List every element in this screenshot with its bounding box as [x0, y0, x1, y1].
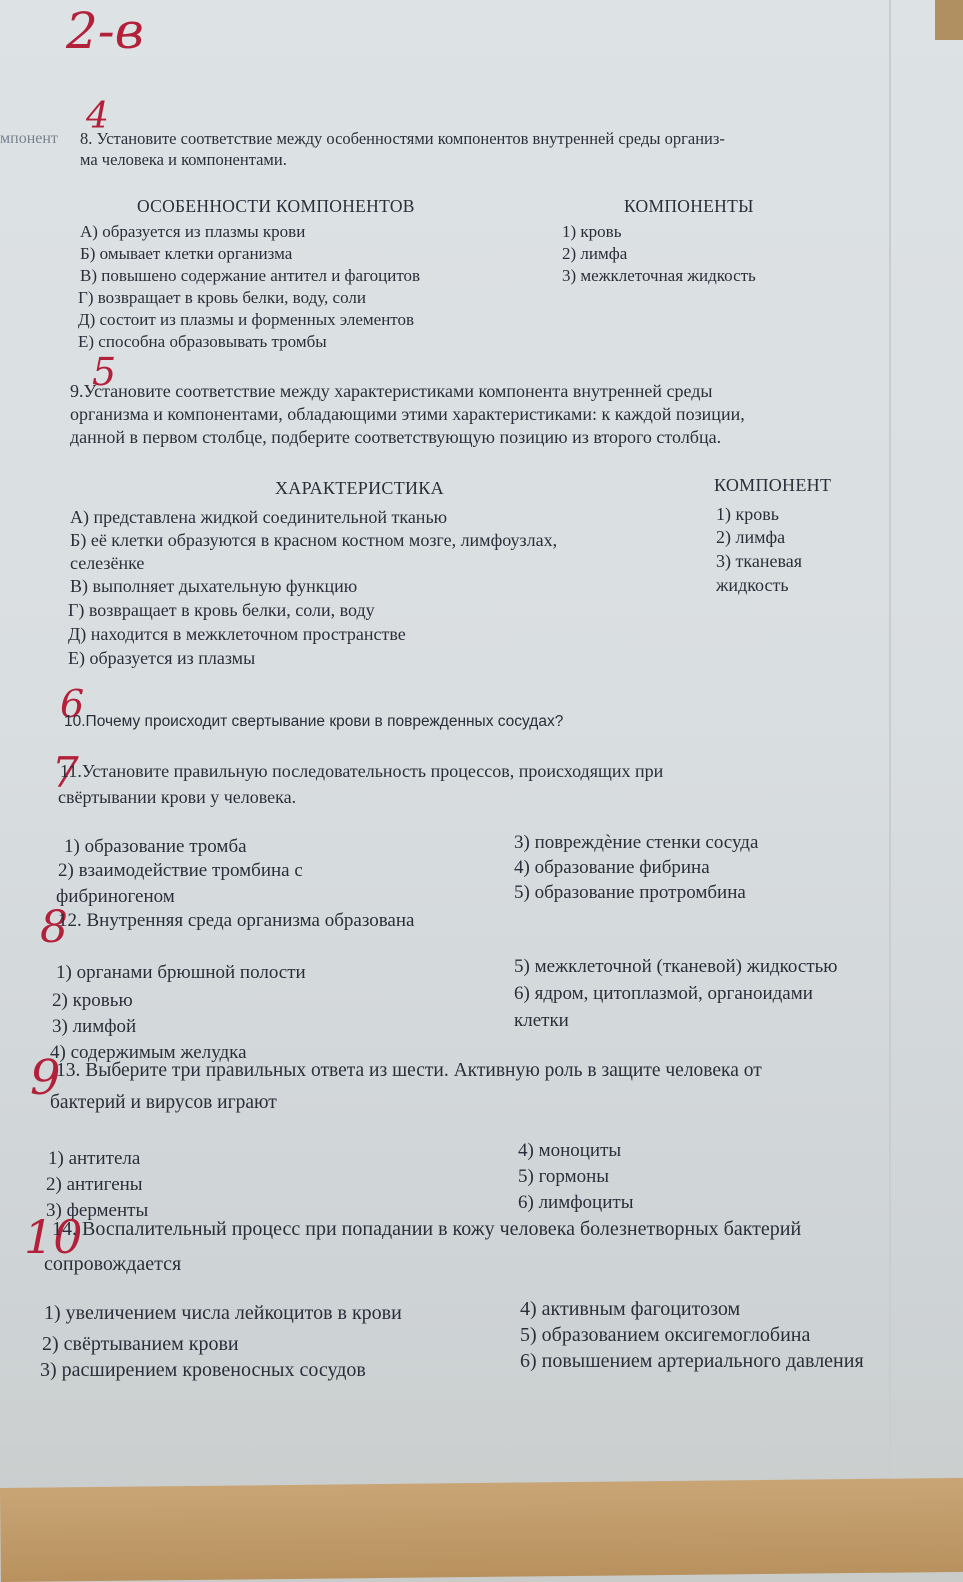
q12-option: 1) органами брюшной полости [56, 962, 306, 983]
handwritten-mark-5: 5 [92, 350, 117, 394]
q9-feature: В) выполняет дыхательную функцию [70, 576, 358, 596]
q9-feature: Д) находится в межклеточном пространстве [68, 624, 406, 644]
paper-fold-line [889, 0, 891, 1490]
q9-component: 2) лимфа [716, 527, 786, 547]
q8-feature: Е) способна образовывать тромбы [78, 332, 327, 351]
q12-option: 5) межклеточной (тканевой) жидкостью [514, 956, 838, 977]
q8-text-line2: ма человека и компонентами. [80, 150, 287, 169]
q13-option: 2) антигены [46, 1174, 143, 1195]
q14-option: 6) повышением артериального давления [520, 1350, 864, 1372]
handwritten-mark-4: 4 [86, 96, 109, 137]
q14-option: 5) образованием оксигемоглобина [520, 1324, 811, 1346]
q12-option: 2) кровью [52, 990, 133, 1011]
q13-option: 3) ферменты [46, 1200, 149, 1221]
q13-text-line2: бактерий и вирусов играют [50, 1092, 277, 1113]
q11-option: 2) взаимодействие тромбина с [58, 860, 303, 881]
q11-option: 3) повреждѐние стенки сосуда [514, 832, 759, 853]
q8-col2-header: КОМПОНЕНТЫ [624, 196, 754, 216]
handwritten-mark-10: 10 [24, 1210, 83, 1264]
q8-component: 1) кровь [562, 222, 622, 241]
q8-feature: А) образуется из плазмы крови [80, 222, 306, 241]
q13-option: 4) моноциты [518, 1140, 622, 1161]
q8-feature: Г) возвращает в кровь белки, воду, соли [78, 288, 366, 307]
q11-option: 1) образование тромба [64, 836, 247, 857]
q9-col1-header: ХАРАКТЕРИСТИКА [275, 478, 444, 498]
q14-option: 3) расширением кровеносных сосудов [40, 1359, 366, 1381]
q8-component: 3) межклеточная жидкость [562, 266, 756, 285]
q9-feature: Б) её клетки образуются в красном костном мозге, лимфоузлах, [70, 530, 558, 550]
q9-text-line2: организма и компонентами, обладающими этими характеристиками: к каждой позиции, [70, 404, 745, 424]
handwritten-mark-9: 9 [30, 1050, 61, 1106]
q8-text-line1: 8. Установите соответствие между особенностями компонентов внутренней среды организ- [80, 129, 725, 148]
q12-option: 6) ядром, цитоплазмой, органоидами [514, 983, 813, 1004]
q14-text-line1: 14. Воспалительный процесс при попадании в кожу человека болезнетворных бактерий [52, 1218, 802, 1240]
q9-component: 1) кровь [716, 504, 779, 524]
q11-text-line2: свёртывании крови у человека. [58, 787, 297, 807]
handwritten-variant: 2-в [66, 2, 144, 60]
q13-option: 5) гормоны [518, 1166, 610, 1187]
q13-option: 6) лимфоциты [518, 1192, 634, 1213]
q9-feature: А) представлена жидкой соединительной тканью [70, 507, 448, 527]
q8-feature: Д) состоит из плазмы и форменных элементов [78, 310, 415, 329]
q12-option: клетки [514, 1010, 569, 1031]
handwritten-mark-7: 7 [52, 748, 79, 797]
q12-text: 12. Внутренняя среда организма образована [58, 910, 415, 931]
q9-text-line1: 9.Установите соответствие между характеристиками компонента внутренней среды [70, 381, 713, 401]
q14-option: 2) свёртыванием крови [42, 1333, 239, 1355]
wooden-table [0, 1478, 963, 1582]
q9-text-line3: данной в первом столбце, подберите соответствующую позицию из второго столбца. [70, 427, 722, 447]
handwritten-mark-8: 8 [40, 902, 68, 953]
q9-feature: Е) образуется из плазмы [68, 648, 256, 668]
handwritten-mark-6: 6 [60, 682, 85, 726]
cut-prefix-text: мпонент [0, 130, 58, 147]
q9-feature: селезёнке [70, 553, 145, 573]
q9-col2-header: КОМПОНЕНТ [714, 475, 832, 495]
q8-feature: Б) омывает клетки организма [80, 244, 293, 263]
q13-option: 1) антитела [48, 1148, 141, 1169]
q8-feature: В) повышено содержание антител и фагоцитов [80, 266, 421, 285]
q9-component: 3) тканевая [716, 551, 802, 571]
q12-option: 3) лимфой [52, 1016, 137, 1037]
q12-option: 4) содержимым желудка [50, 1042, 247, 1063]
q9-component: жидкость [716, 575, 789, 595]
q11-option: 5) образование протромбина [514, 882, 746, 903]
q14-text-line2: сопровождается [44, 1253, 182, 1275]
q14-option: 4) активным фагоцитозом [520, 1298, 741, 1320]
q14-option: 1) увеличением числа лейкоцитов в крови [44, 1302, 402, 1324]
q11-option: 4) образование фибрина [514, 857, 710, 878]
table-corner [935, 0, 963, 40]
q10-text: 10.Почему происходит свертывание крови в поврежденных сосудах? [64, 713, 564, 730]
q9-feature: Г) возвращает в кровь белки, соли, воду [68, 600, 375, 620]
q8-component: 2) лимфа [562, 244, 628, 263]
q13-text-line1: 13. Выберите три правильных ответа из шести. Активную роль в защите человека от [56, 1060, 762, 1081]
q11-option: фибриногеном [56, 886, 175, 907]
q11-text-line1: 11.Установите правильную последовательность процессов, происходящих при [60, 761, 664, 781]
q8-col1-header: ОСОБЕННОСТИ КОМПОНЕНТОВ [137, 196, 415, 216]
